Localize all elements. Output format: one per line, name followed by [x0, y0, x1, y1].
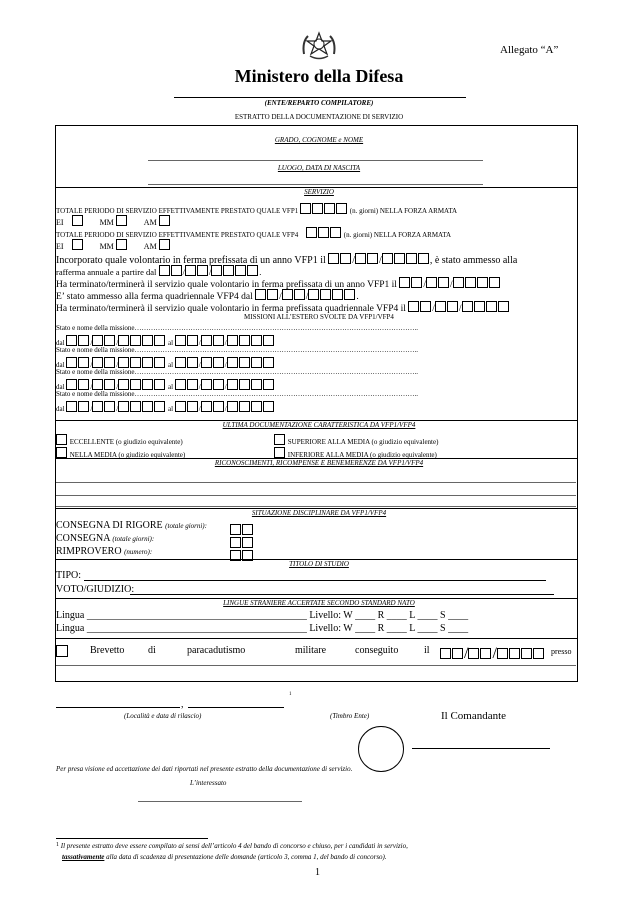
footnote-line-2: tassativamente alla data di scadenza di presentazione delle domande (articolo 3, comma 1, del bando di concorso). [62, 853, 387, 861]
riconoscimenti-line-3[interactable] [56, 506, 576, 507]
luogo-label: LUOGO, DATA DI NASCITA [277, 164, 361, 172]
ammesso-vfp4-date-boxes[interactable]: / / [255, 292, 356, 302]
terminato-vfp1-date-boxes[interactable]: / / [399, 280, 500, 290]
incorporato-date-boxes[interactable]: / / [328, 255, 430, 266]
brevetto-word-1: Brevetto [90, 645, 125, 656]
ei-checkbox[interactable] [72, 215, 83, 226]
footnote-line-1: 1 Il presente estratto deve essere compilato ai sensi dell’articolo 4 del bando di concorso e chiuso, per i candidati in servizio, [56, 842, 408, 850]
titolo-title: TITOLO DI STUDIO [289, 560, 349, 568]
mm-checkbox-vfp4[interactable] [116, 239, 127, 250]
disciplinare-title: SITUAZIONE DISCIPLINARE DA VFP1/VFP4 [251, 509, 387, 517]
option-eccellente[interactable]: ECCELLENTE (o giudizio equivalente) [56, 434, 183, 446]
presa-visione-text: Per presa visione ed accettazione dei dati riportati nel presente estratto della documentazione di servizio. [56, 765, 353, 773]
localita-caption: (Località e data di rilascio) [124, 712, 202, 720]
option-inferiore[interactable]: INFERIORE ALLA MEDIA (o giudizio equivalente) [274, 447, 437, 459]
tipo-field[interactable] [84, 580, 546, 581]
interessato-label: L’interessato [190, 779, 227, 787]
missioni-title: MISSIONI ALL’ESTERO SVOLTE DA VFP1/VFP4 [244, 313, 394, 321]
caratteristica-title: ULTIMA DOCUMENTAZIONE CARATTERISTICA DA VFP1/VFP4 [222, 421, 416, 429]
missione-row[interactable]: Stato e nome della missione………………………………………………………………………………………………………….. [56, 324, 419, 332]
servizio-title: SERVIZIO [304, 188, 334, 196]
annex-label: Allegato “A” [500, 44, 559, 56]
interessato-signature-field[interactable] [138, 801, 302, 802]
ei-checkbox-vfp4[interactable] [72, 239, 83, 250]
brevetto-date-boxes[interactable]: / / [440, 645, 545, 663]
brevetto-word-5: conseguito [355, 645, 399, 656]
missione-dates-row[interactable]: dal / / al / / [56, 335, 275, 347]
incorporato-row: Incorporato quale volontario in ferma prefissata di un anno VFP1 il / / , è stato ammesso alla [56, 255, 518, 266]
italian-republic-emblem [300, 28, 338, 62]
am-checkbox-vfp4[interactable] [159, 239, 170, 250]
grado-label: GRADO, COGNOME e NOME [274, 136, 364, 144]
stamp-circle [358, 726, 404, 772]
missione-row[interactable]: Stato e nome della missione………………………………………………………………………………………………………….. [56, 390, 419, 398]
footnote-marker: 1 [289, 692, 292, 697]
comandante-label: Il Comandante [441, 710, 507, 722]
missione-dates-row[interactable]: dal / / al / / [56, 379, 275, 391]
missione-row[interactable]: Stato e nome della missione………………………………………………………………………………………………………….. [56, 346, 419, 354]
document-title: ESTRATTO DELLA DOCUMENTAZIONE DI SERVIZIO [234, 113, 404, 121]
rigore-row: CONSEGNA DI RIGORE (totale giorni): [56, 520, 207, 531]
data-field[interactable] [188, 707, 284, 708]
riconoscimenti-line-1[interactable] [56, 482, 576, 483]
brevetto-word-6: il [424, 645, 430, 656]
brevetto-word-4: militare [295, 645, 327, 656]
presso-label: presso [551, 647, 572, 656]
tipo-label: TIPO: [56, 570, 81, 581]
mm-checkbox[interactable] [116, 215, 127, 226]
luogo-field[interactable] [148, 184, 483, 185]
vfp4-days-boxes[interactable] [306, 231, 342, 239]
comandante-signature-field[interactable] [412, 748, 550, 749]
missione-dates-row[interactable]: dal / / al / / [56, 357, 275, 369]
riconoscimenti-line-2[interactable] [56, 495, 576, 496]
lingua-row-1[interactable]: Lingua ____________________________________________ Livello: W ____ R ____ L ____ S ____ [56, 610, 469, 621]
ammesso-vfp4-row: E’ stato ammesso alla ferma quadriennale VFP4 dal / / . [56, 289, 359, 302]
terminato-vfp4-row: Ha terminato/terminerà il servizio quale volontario in ferma prefissata quadriennale VFP4 il / / [56, 301, 510, 314]
brevetto-checkbox[interactable] [56, 645, 68, 657]
option-superiore[interactable]: SUPERIORE ALLA MEDIA (o giudizio equivalente) [274, 434, 438, 446]
missione-row[interactable]: Stato e nome della missione………………………………………………………………………………………………………….. [56, 368, 419, 376]
vfp1-forza-row: EI MM AM [56, 215, 171, 227]
riconoscimenti-title: RICONOSCIMENTI, RICOMPENSE E BENEMERENZE DA VFP1/VFP4 [214, 459, 424, 467]
voto-label: VOTO/GIUDIZIO: [56, 584, 135, 595]
brevetto-word-2: di [148, 645, 156, 656]
timbro-caption: (Timbro Ente) [330, 712, 370, 720]
vfp4-total-row: TOTALE PERIODO DI SERVIZIO EFFETTIVAMENTE PRESTATO QUALE VFP4 (n. giorni) NELLA FORZA ARMATA [56, 227, 451, 239]
rafferma-date-boxes[interactable]: / / [159, 267, 260, 277]
localita-field[interactable] [56, 707, 180, 708]
vfp1-total-row: TOTALE PERIODO DI SERVIZIO EFFETTIVAMENTE PRESTATO QUALE VFP1 (n. giorni) NELLA FORZA ARMATA [56, 203, 457, 215]
rimprovero-row: RIMPROVERO (numero): [56, 546, 153, 557]
grado-field[interactable] [148, 160, 483, 161]
vfp4-forza-row: EI MM AM [56, 239, 171, 251]
terminato-vfp1-row: Ha terminato/terminerà il servizio quale volontario in ferma prefissata di un anno VFP1 il / / [56, 277, 501, 290]
page-number: 1 [315, 867, 320, 878]
am-checkbox[interactable] [159, 215, 170, 226]
option-media[interactable]: NELLA MEDIA (o giudizio equivalente) [56, 447, 185, 459]
lingua-row-2[interactable]: Lingua ____________________________________________ Livello: W ____ R ____ L ____ S ____ [56, 623, 469, 634]
brevetto-word-3: paracadutismo [187, 645, 246, 656]
rafferma-row: rafferma annuale a partire dal / / . [56, 267, 262, 277]
ente-label: (ENTE/REPARTO COMPILATORE) [264, 99, 374, 107]
ministry-title: Ministero della Difesa [234, 66, 404, 86]
presso-field[interactable] [56, 665, 576, 666]
lingue-title: LINGUE STRANIERE ACCERTATE SECONDO STANDARD NATO [223, 599, 415, 607]
voto-field[interactable] [130, 594, 554, 595]
terminato-vfp4-date-boxes[interactable]: / / [408, 304, 509, 314]
missione-dates-row[interactable]: dal / / al / / [56, 401, 275, 413]
vfp1-days-boxes[interactable] [300, 207, 348, 215]
consegna-row: CONSEGNA (totale giorni): [56, 533, 155, 544]
